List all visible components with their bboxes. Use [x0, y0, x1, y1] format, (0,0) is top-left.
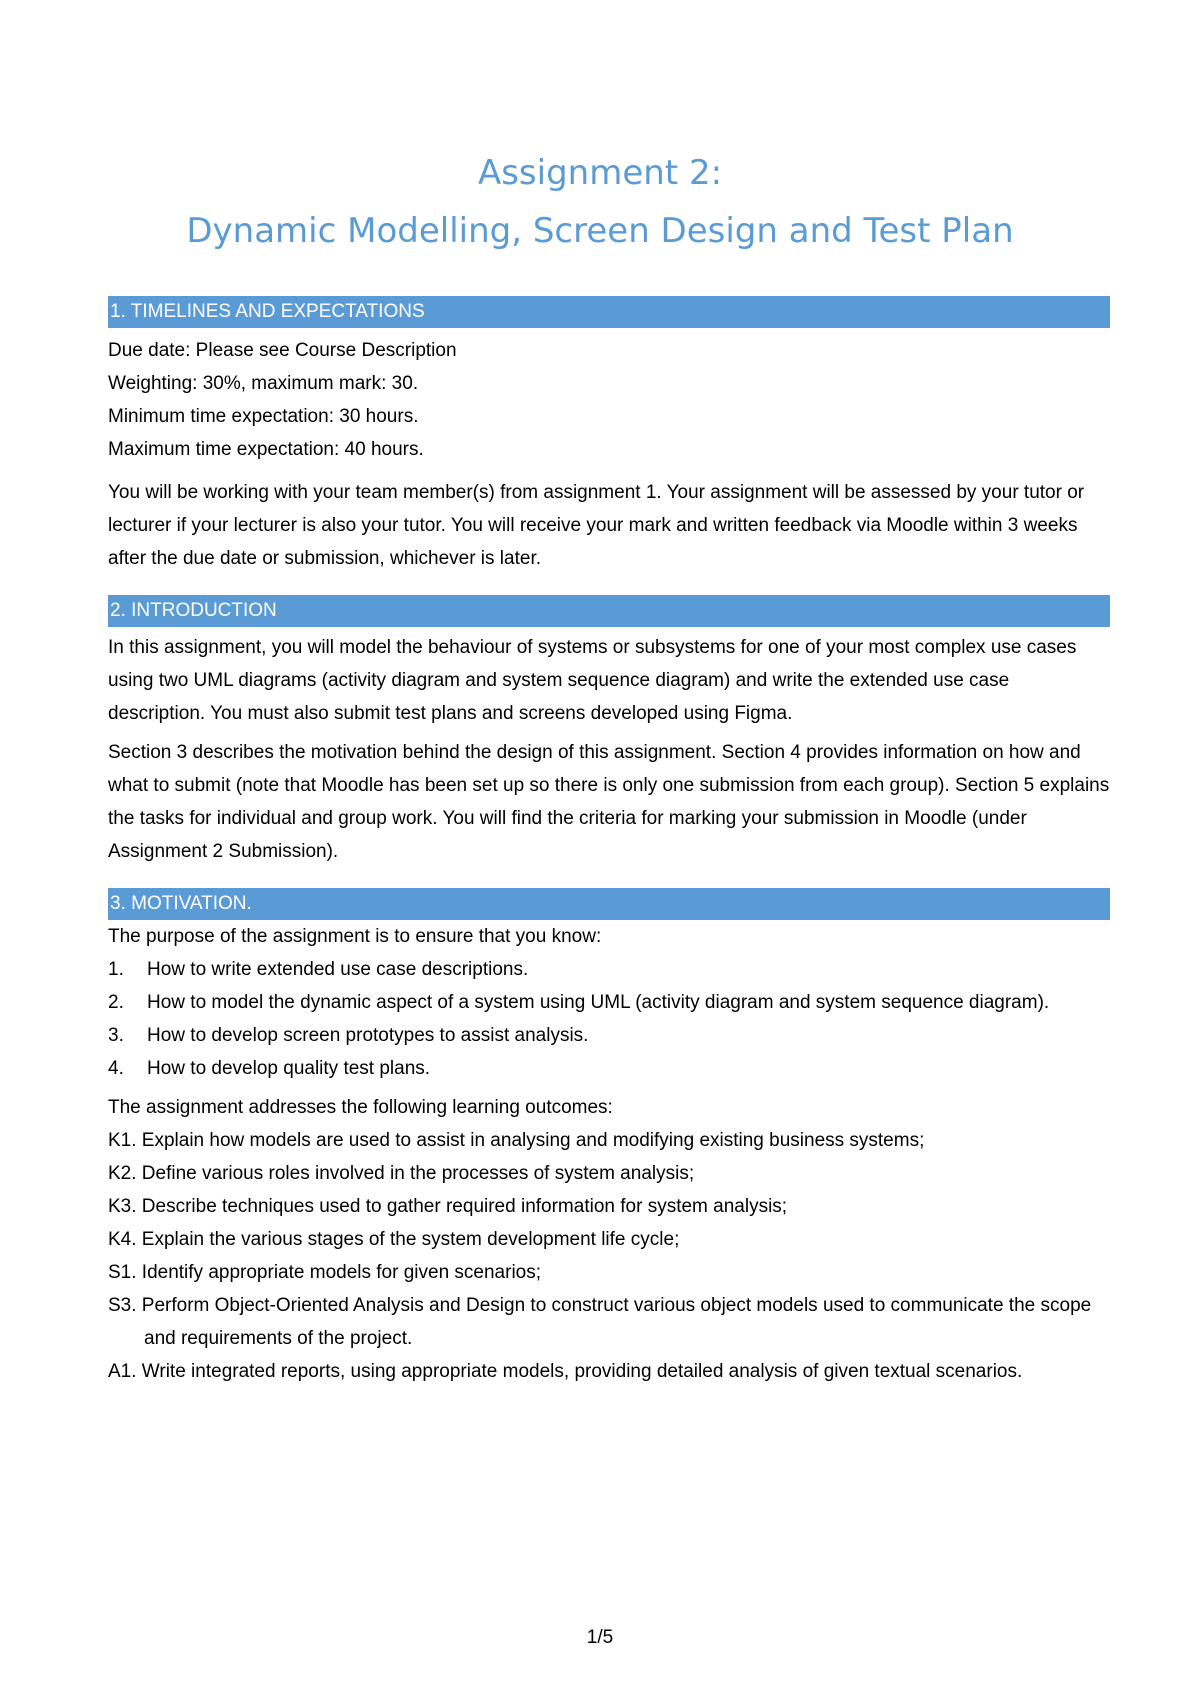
learning-outcome-s1: S1. Identify appropriate models for given scenarios;: [108, 1262, 542, 1283]
min-time-line: Minimum time expectation: 30 hours.: [108, 406, 419, 427]
document-body: [108, 296, 1110, 1388]
outcomes-intro: The assignment addresses the following learning outcomes:: [108, 1097, 613, 1118]
learning-outcome-a1: A1. Write integrated reports, using appropriate models, providing detailed analysis of given textual scenarios.: [108, 1361, 1023, 1382]
list-item-text: How to model the dynamic aspect of a system using UML (activity diagram and system sequence diagram).: [147, 992, 1050, 1013]
list-item-number: 3.: [108, 1025, 124, 1046]
document-title: Assignment 2:: [477, 153, 723, 193]
section-heading-motivation: 3. MOTIVATION.: [108, 888, 1110, 920]
learning-outcome-k1: K1. Explain how models are used to assist in analysing and modifying existing business systems;: [108, 1130, 925, 1151]
learning-outcome-k2: K2. Define various roles involved in the processes of system analysis;: [108, 1163, 695, 1184]
list-item-text: How to write extended use case descriptions.: [147, 959, 529, 980]
timelines-paragraph: You will be working with your team member(s) from assignment 1. Your assignment will be assessed by your tutor or lecturer if your lecturer is also your tutor. You will receive your mark and written feedback via Moodle within 3 weeks after the due date or submission, whichever is later.: [108, 482, 1085, 569]
list-item: [108, 1052, 1110, 1085]
list-item: [108, 953, 1110, 986]
due-date-line: Due date: Please see Course Description: [108, 340, 457, 361]
weighting-line: Weighting: 30%, maximum mark: 30.: [108, 373, 419, 394]
learning-outcome-k4: K4. Explain the various stages of the system development life cycle;: [108, 1229, 680, 1250]
list-item: [108, 1019, 1110, 1052]
learning-outcome-k3: K3. Describe techniques used to gather required information for system analysis;: [108, 1196, 788, 1217]
page-number: 1/5: [586, 1627, 614, 1648]
list-item-number: 2.: [108, 992, 124, 1013]
document-subtitle: Dynamic Modelling, Screen Design and Test Plan: [186, 211, 1014, 251]
list-item-number: 1.: [108, 959, 124, 980]
timelines-paragraph-wrap: [108, 476, 1110, 575]
list-item-number: 4.: [108, 1058, 124, 1079]
list-item-text: How to develop quality test plans.: [147, 1058, 431, 1079]
introduction-content: [108, 631, 1110, 868]
purpose-list: [108, 953, 1110, 1085]
motivation-intro: The purpose of the assignment is to ensure that you know:: [108, 926, 602, 947]
section-heading-timelines: 1. TIMELINES AND EXPECTATIONS: [108, 296, 1110, 328]
learning-outcomes-list: [108, 1124, 1110, 1388]
timelines-details: [108, 334, 1110, 466]
learning-outcome-s3: S3. Perform Object-Oriented Analysis and Design to construct various object models used to communicate the scope and requirements of the project.: [108, 1295, 1092, 1349]
introduction-paragraph-1: In this assignment, you will model the behaviour of systems or subsystems for one of your most complex use cases using two UML diagrams (activity diagram and system sequence diagram) and write the extended use case description. You must also submit test plans and screens developed using Figma.: [108, 637, 1077, 724]
motivation-content: [108, 920, 1110, 1388]
list-item-text: How to develop screen prototypes to assist analysis.: [147, 1025, 589, 1046]
section-heading-introduction: 2. INTRODUCTION: [108, 595, 1110, 627]
list-item: [108, 986, 1110, 1019]
max-time-line: Maximum time expectation: 40 hours.: [108, 439, 424, 460]
introduction-paragraph-2: Section 3 describes the motivation behind the design of this assignment. Section 4 provides information on how and what to submit (note that Moodle has been set up so there is only one submission from each group). Section 5 explains the tasks for individual and group work. You will find the criteria for marking your submission in Moodle (under Assignment 2 Submission).: [108, 742, 1110, 862]
